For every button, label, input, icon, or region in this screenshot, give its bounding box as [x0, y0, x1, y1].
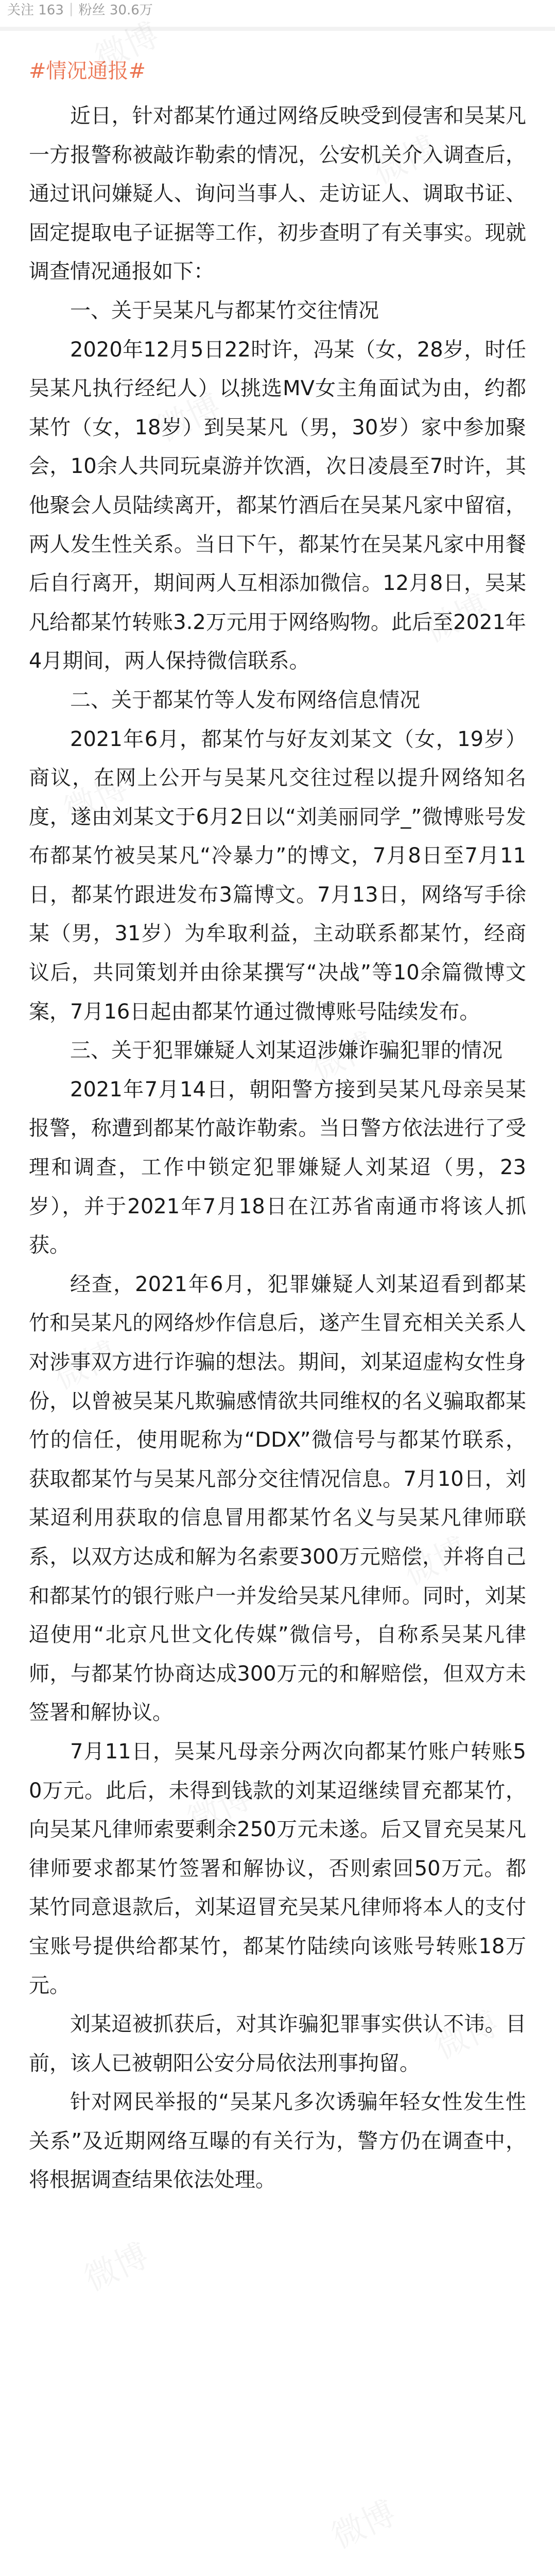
follow-count[interactable]: 关注 163	[7, 2, 64, 18]
closing-paragraph: 针对网民举报的“吴某凡多次诱骗年轻女性发生性关系”及近期网络互曝的有关行为，警方仍在调查中，将根据调查结果依法处理。	[29, 2090, 526, 2192]
post-body	[0, 31, 555, 2200]
watermark-logo	[323, 2487, 403, 2557]
stats-separator: |	[68, 1, 74, 16]
section-1-paragraph: 2020年12月5日22时许，冯某（女，28岁，时任吴某凡执行经纪人）以挑选MV女主角面试为由，约都某竹（女，18岁）到吴某凡（男，30岁）家中参加聚会，10余人共同玩桌游并饮酒，次日凌晨至7时许，其他聚会人员陆续离开，都某竹酒后在吴某凡家中留宿，两人发生性关系。当日下午，都某竹在吴某凡家中用餐后自行离开，期间两人互相添加微信。12月8日，吴某凡给都某竹转账3.2万元用于网络购物。此后至2021年4月期间，两人保持微信联系。	[29, 337, 526, 673]
section-2-paragraph: 2021年6月，都某竹与好友刘某文（女，19岁）商议，在网上公开与吴某凡交往过程以提升网络知名度，遂由刘某文于6月2日以“刘美丽同学_”微博账号发布都某竹被吴某凡“冷暴力”的博文，7月8日至7月11日，都某竹跟进发布3篇博文。7月13日，网络写手徐某（男，31岁）为牟取利益，主动联系都某竹，经商议后，共同策划并由徐某撰写“决战”等10余篇微博文案，7月16日起由都某竹通过微博账号陆续发布。	[29, 727, 526, 1024]
watermark-logo	[76, 2229, 155, 2300]
section-heading-2: 二、关于都某竹等人发布网络信息情况	[70, 688, 420, 712]
section-3-paragraph-3: 7月11日，吴某凡母亲分两次向都某竹账户转账50万元。此后，未得到钱款的刘某迢继续冒充都某竹，向吴某凡律师索要剩余250万元未遂。后又冒充吴某凡律师要求都某竹签署和解协议，否则索回50万元。都某竹同意退款后，刘某迢冒充吴某凡律师将本人的支付宝账号提供给都某竹，都某竹陆续向该账号转账18万元。	[29, 1739, 526, 1997]
section-heading-3: 三、关于犯罪嫌疑人刘某迢涉嫌诈骗犯罪的情况	[70, 1039, 502, 1063]
section-3-paragraph-1: 2021年7月14日，朝阳警方接到吴某凡母亲吴某报警，称遭到都某竹敲诈勒索。当日警方依法进行了受理和调查，工作中锁定犯罪嫌疑人刘某迢（男，23岁），并于2021年7月18日在江苏省南通市将该人抓获。	[29, 1077, 526, 1258]
section-3-paragraph-2: 经查，2021年6月，犯罪嫌疑人刘某迢看到都某竹和吴某凡的网络炒作信息后，遂产生冒充相关关系人对涉事双方进行诈骗的想法。期间，刘某迢虚构女性身份，以曾被吴某凡欺骗感情欲共同维权的名义骗取都某竹的信任，使用昵称为“DDX”微信号与都某竹联系，获取都某竹与吴某凡部分交往情况信息。7月10日，刘某迢利用获取的信息冒用都某竹名义与吴某凡律师联系，以双方达成和解为名索要300万元赔偿，并将自己和都某竹的银行账户一并发给吴某凡律师。同时，刘某迢使用“北京凡世文化传媒”微信号，自称系吴某凡律师，与都某竹协商达成300万元的和解赔偿，但双方未签署和解协议。	[29, 1272, 526, 1725]
section-heading-1: 一、关于吴某凡与都某竹交往情况	[70, 298, 379, 323]
intro-paragraph: 近日，针对都某竹通过网络反映受到侵害和吴某凡一方报警称被敲诈勒索的情况，公安机关介入调查后，通过讯问嫌疑人、询问当事人、走访证人、调取书证、固定提取电子证据等工作，初步查明了有关事实。现就调查情况通报如下：	[29, 104, 526, 284]
section-divider	[0, 27, 555, 31]
topic-hashtag-link[interactable]: #情况通报#	[29, 59, 146, 83]
section-3-paragraph-4: 刘某迢被抓获后，对其诈骗犯罪事实供认不讳。目前，该人已被朝阳公安分局依法刑事拘留。	[29, 2012, 526, 2075]
fans-count[interactable]: 粉丝 30.6万	[78, 2, 153, 18]
profile-stats-bar	[0, 0, 555, 18]
